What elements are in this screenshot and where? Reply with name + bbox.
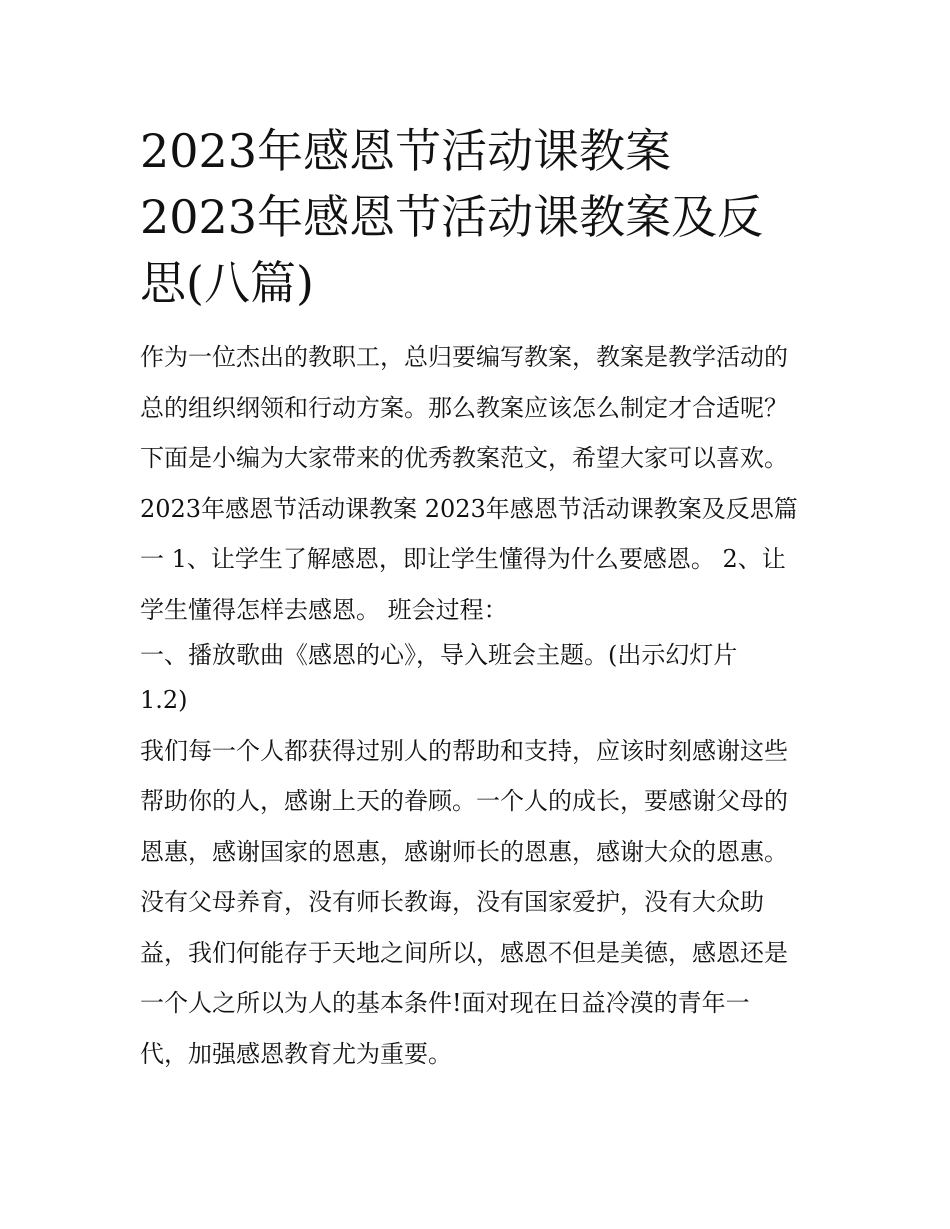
- body-line: 没有父母养育，没有师长教诲，没有国家爱护，没有大众助: [140, 888, 764, 916]
- body-line: 一个人之所以为人的基本条件!面对现在日益冷漠的青年一: [140, 989, 750, 1017]
- document-page: [140, 118, 820, 1079]
- document-body: [140, 332, 820, 1079]
- body-line: 一、播放歌曲《感恩的心》，导入班会主题。(出示幻灯片: [140, 641, 738, 669]
- body-line: 作为一位杰出的教职工，总归要编写教案，教案是教学活动的: [140, 343, 788, 371]
- body-line: 帮助你的人，感谢上天的眷顾。一个人的成长，要感谢父母的: [140, 787, 788, 815]
- body-line: 下面是小编为大家带来的优秀教案范文，希望大家可以喜欢。: [140, 444, 788, 472]
- body-line: 一 1、让学生了解感恩，即让学生懂得为什么要感恩。 2、让: [140, 545, 786, 573]
- body-line: 代，加强感恩教育尤为重要。: [140, 1039, 452, 1068]
- body-line: 恩惠，感谢国家的恩惠，感谢师长的恩惠，感谢大众的恩惠。: [140, 837, 788, 866]
- body-line: 学生懂得怎样去感恩。 班会过程：: [140, 595, 508, 624]
- body-line: 总的组织纲领和行动方案。那么教案应该怎么制定才合适呢？: [140, 393, 788, 422]
- body-line: 益，我们何能存于天地之间所以，感恩不但是美德，感恩还是: [140, 938, 788, 967]
- body-line: 我们每一个人都获得过别人的帮助和支持，应该时刻感谢这些: [140, 736, 788, 765]
- title-line-2: 2023年感恩节活动课教案及反: [140, 190, 764, 244]
- title-line-1: 2023年感恩节活动课教案: [140, 124, 672, 178]
- body-line: 2023年感恩节活动课教案 2023年感恩节活动课教案及反思篇: [140, 494, 798, 523]
- title-line-3: 思(八篇): [140, 256, 314, 310]
- body-line: 1.2): [140, 686, 188, 714]
- document-title: [140, 118, 820, 316]
